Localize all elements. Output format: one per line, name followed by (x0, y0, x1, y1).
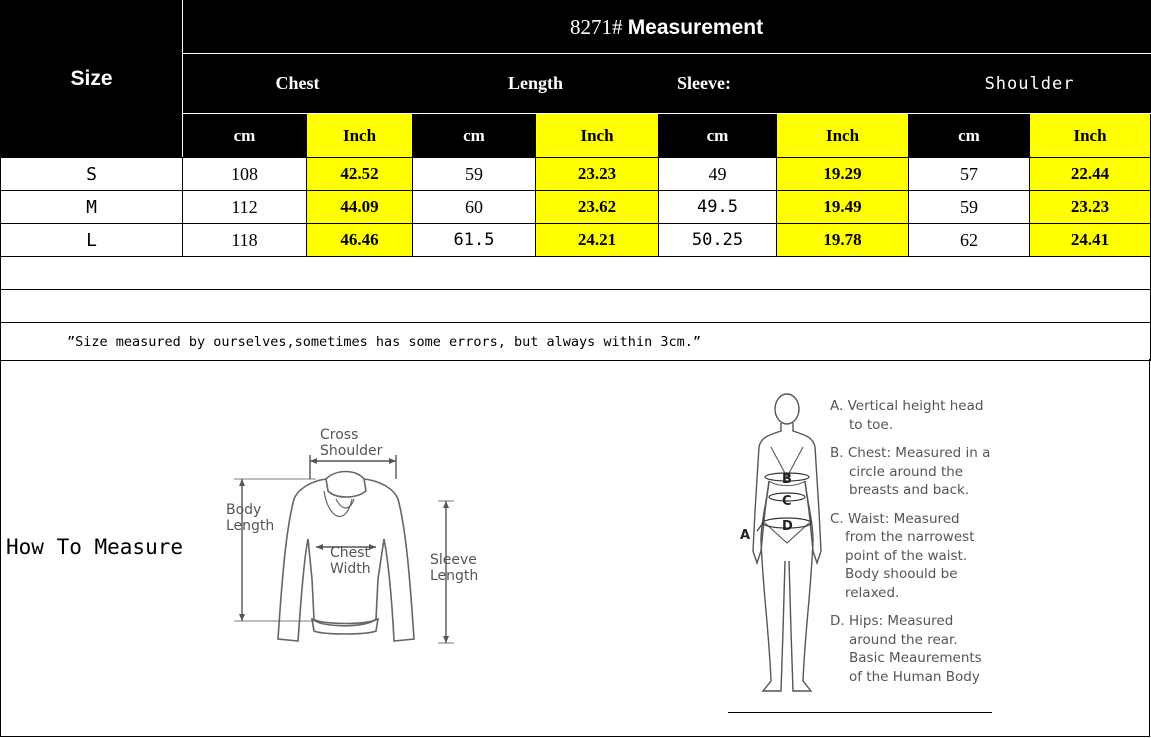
sleeve-cm-cell: 49 (659, 158, 777, 191)
note-line: D. Hips: Measured (830, 613, 954, 629)
length-inch-cell: 23.62 (536, 191, 659, 224)
note-line: B. Chest: Measured in a (830, 445, 991, 461)
title-text: Measurement (627, 15, 764, 39)
marker-d: D (782, 519, 793, 534)
note-line: C. Waist: Measured (830, 510, 960, 527)
chest-inch-cell: 44.09 (307, 191, 413, 224)
cross-shoulder-label: Cross (320, 427, 359, 443)
size-cell: L (1, 224, 183, 257)
sleeve-cm-cell: 49.5 (659, 191, 777, 224)
shoulder-inch-cell: 23.23 (1030, 191, 1151, 224)
chest-width-label: Chest (330, 545, 371, 561)
note-line: Body shoould be (845, 566, 958, 582)
length-cm-cell: 60 (413, 191, 536, 224)
chest-inch-cell: 42.52 (307, 158, 413, 191)
unit-header-cm: cm (659, 114, 777, 158)
unit-header-inch: Inch (536, 114, 659, 158)
sleeve-inch-cell: 19.29 (777, 158, 909, 191)
shoulder-cm-cell: 57 (909, 158, 1030, 191)
note-line: breasts and back. (849, 482, 970, 498)
marker-b: B (782, 472, 792, 487)
table-row (1, 191, 1151, 224)
marker-c: C (782, 494, 792, 509)
group-header-sleeve: Sleeve: (659, 54, 909, 114)
note-item (830, 612, 1010, 686)
how-to-measure-label: How To Measure (6, 535, 184, 559)
size-column-header: Size (1, 1, 183, 158)
unit-header-cm: cm (909, 114, 1030, 158)
unit-header-inch: Inch (1030, 114, 1151, 158)
diagram-divider (728, 712, 992, 713)
cross-shoulder-label: Shoulder (320, 443, 383, 459)
size-cell: M (1, 191, 183, 224)
chest-cm-cell: 112 (183, 191, 307, 224)
body-diagram (733, 391, 828, 701)
shoulder-inch-cell: 22.44 (1030, 158, 1151, 191)
sleeve-length-label: Length (430, 568, 479, 584)
note-line: point of the waist. (845, 547, 968, 564)
unit-header-cm: cm (413, 114, 536, 158)
length-cm-cell: 59 (413, 158, 536, 191)
empty-row (1, 257, 1151, 290)
chest-cm-cell: 118 (183, 224, 307, 257)
title-model-number: 8271# (569, 14, 623, 39)
note-line: A. Vertical height head (830, 398, 984, 414)
sweater-diagram (216, 419, 496, 659)
chest-cm-cell: 108 (183, 158, 307, 191)
length-inch-cell: 24.21 (536, 224, 659, 257)
marker-a: A (740, 528, 751, 543)
note-line: circle around the (849, 463, 964, 480)
note-line: Basic Meaurements (849, 650, 982, 666)
sleeve-inch-cell: 19.49 (777, 191, 909, 224)
measurement-note: ”Size measured by ourselves,sometimes has some errors, but always within 3cm.” (1, 323, 1151, 361)
body-length-label: Body (226, 502, 262, 518)
shoulder-inch-cell: 24.41 (1030, 224, 1151, 257)
note-line: to toe. (849, 416, 893, 433)
chest-width-label: Width (330, 561, 371, 577)
note-item (830, 510, 1010, 603)
sleeve-length-label: Sleeve (430, 552, 477, 568)
note-line: from the narrowest (845, 529, 975, 545)
empty-row (1, 290, 1151, 323)
group-header-shoulder: Shoulder (909, 54, 1151, 114)
length-inch-cell: 23.23 (536, 158, 659, 191)
sleeve-cm-cell: 50.25 (659, 224, 777, 257)
group-header-length: Length (413, 54, 659, 114)
unit-header-cm: cm (183, 114, 307, 158)
note-item (830, 397, 1010, 434)
note-line: relaxed. (845, 584, 900, 601)
table-row (1, 158, 1151, 191)
body-measurement-notes (830, 397, 1010, 696)
shoulder-cm-cell: 62 (909, 224, 1030, 257)
chest-inch-cell: 46.46 (307, 224, 413, 257)
shoulder-cm-cell: 59 (909, 191, 1030, 224)
size-cell: S (1, 158, 183, 191)
body-length-label: Length (226, 518, 275, 534)
group-header-chest: Chest (183, 54, 413, 114)
unit-header-inch: Inch (777, 114, 909, 158)
table-title (183, 1, 1151, 54)
how-to-measure-section (0, 359, 1150, 737)
note-item (830, 444, 1010, 500)
unit-header-inch: Inch (307, 114, 413, 158)
sleeve-inch-cell: 19.78 (777, 224, 909, 257)
size-table (0, 0, 1151, 361)
note-line: of the Human Body (849, 668, 980, 685)
note-line: around the rear. (849, 631, 958, 648)
table-row (1, 224, 1151, 257)
length-cm-cell: 61.5 (413, 224, 536, 257)
